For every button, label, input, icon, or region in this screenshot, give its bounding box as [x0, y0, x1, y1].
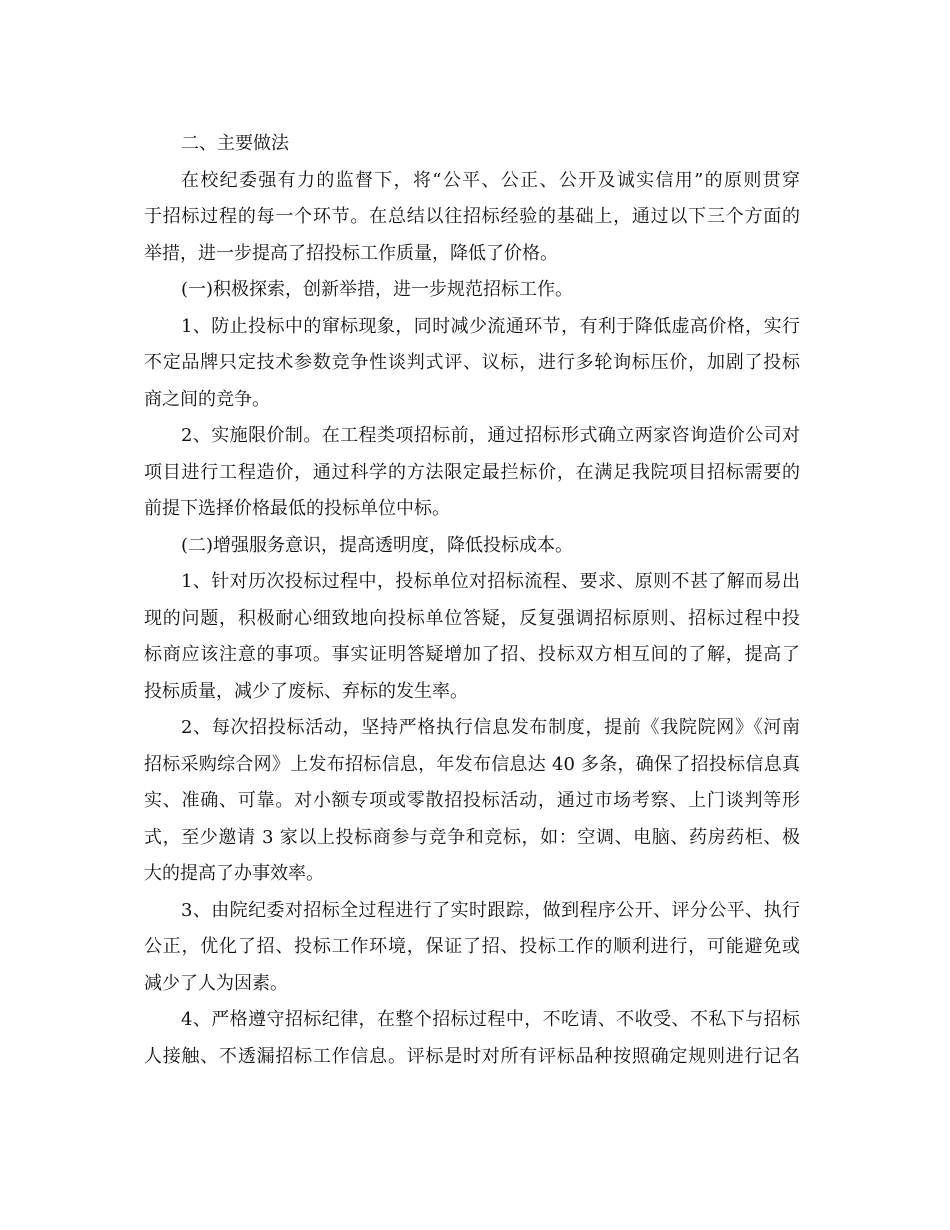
paragraph-line: 实、准确、可靠。对小额专项或零散招投标活动，通过市场考察、上门谈判等形	[144, 790, 800, 811]
paragraph-line: 商之间的竞争。	[144, 388, 270, 410]
paragraph-line: 公正，优化了招、投标工作环境，保证了招、投标工作的顺利进行，可能避免或	[144, 936, 800, 957]
paragraph-line: 减少了人为因素。	[144, 972, 288, 994]
paragraph-line: 1、针对历次投标过程中，投标单位对招标流程、要求、原则不甚了解而易出	[181, 571, 800, 592]
subsection-heading: (二)增强服务意识，提高透明度，降低投标成本。	[181, 534, 574, 556]
paragraph-line: 项目进行工程造价，通过科学的方法限定最拦标价，在满足我院项目招标需要的	[144, 461, 800, 483]
paragraph-line: 4、严格遵守招标纪律，在整个招标过程中，不吃请、不收受、不私下与招标	[181, 1009, 800, 1030]
paragraph-line: 在校纪委强有力的监督下，将“公平、公正、公开及诚实信用”的原则贯穿	[181, 169, 800, 191]
paragraph-line: 1、防止投标中的窜标现象，同时减少流通环节，有利于降低虚高价格，实行	[181, 315, 800, 337]
section-heading: 二、主要做法	[181, 133, 289, 154]
paragraph-line: 式，至少邀请 3 家以上投标商参与竞争和竞标，如：空调、电脑、药房药柜、极	[144, 826, 800, 848]
document-page	[144, 126, 800, 1075]
subsection-heading: (一)积极探索，创新举措，进一步规范招标工作。	[181, 279, 574, 300]
paragraph-line: 2、实施限价制。在工程类项招标前，通过招标形式确立两家咨询造价公司对	[181, 425, 800, 446]
paragraph-line: 招标采购综合网》上发布招标信息，年发布信息达 40 多条，确保了招投标信息真	[144, 753, 800, 775]
paragraph-line: 于招标过程的每一个环节。在总结以往招标经验的基础上，通过以下三个方面的	[144, 206, 800, 227]
paragraph-line: 人接触、不透漏招标工作信息。评标是时对所有评标品种按照确定规则进行记名	[144, 1045, 800, 1067]
paragraph-line: 举措，进一步提高了招投标工作质量，降低了价格。	[144, 242, 558, 264]
paragraph-line: 2、每次招投标活动，坚持严格执行信息发布制度，提前《我院院网》《河南	[181, 717, 800, 738]
paragraph-line: 标商应该注意的事项。事实证明答疑增加了招、投标双方相互间的了解，提高了	[144, 644, 800, 665]
paragraph-line: 3、由院纪委对招标全过程进行了实时跟踪，做到程序公开、评分公平、执行	[181, 899, 800, 921]
paragraph-line: 前提下选择价格最低的投标单位中标。	[144, 498, 450, 519]
paragraph-line: 大的提高了办事效率。	[144, 863, 324, 884]
paragraph-line: 不定品牌只定技术参数竞争性谈判式评、议标，进行多轮询标压价，加剧了投标	[144, 352, 800, 373]
paragraph-line: 现的问题，积极耐心细致地向投标单位答疑，反复强调招标原则、招标过程中投	[144, 607, 800, 629]
paragraph-line: 投标质量，减少了废标、弃标的发生率。	[144, 680, 468, 702]
